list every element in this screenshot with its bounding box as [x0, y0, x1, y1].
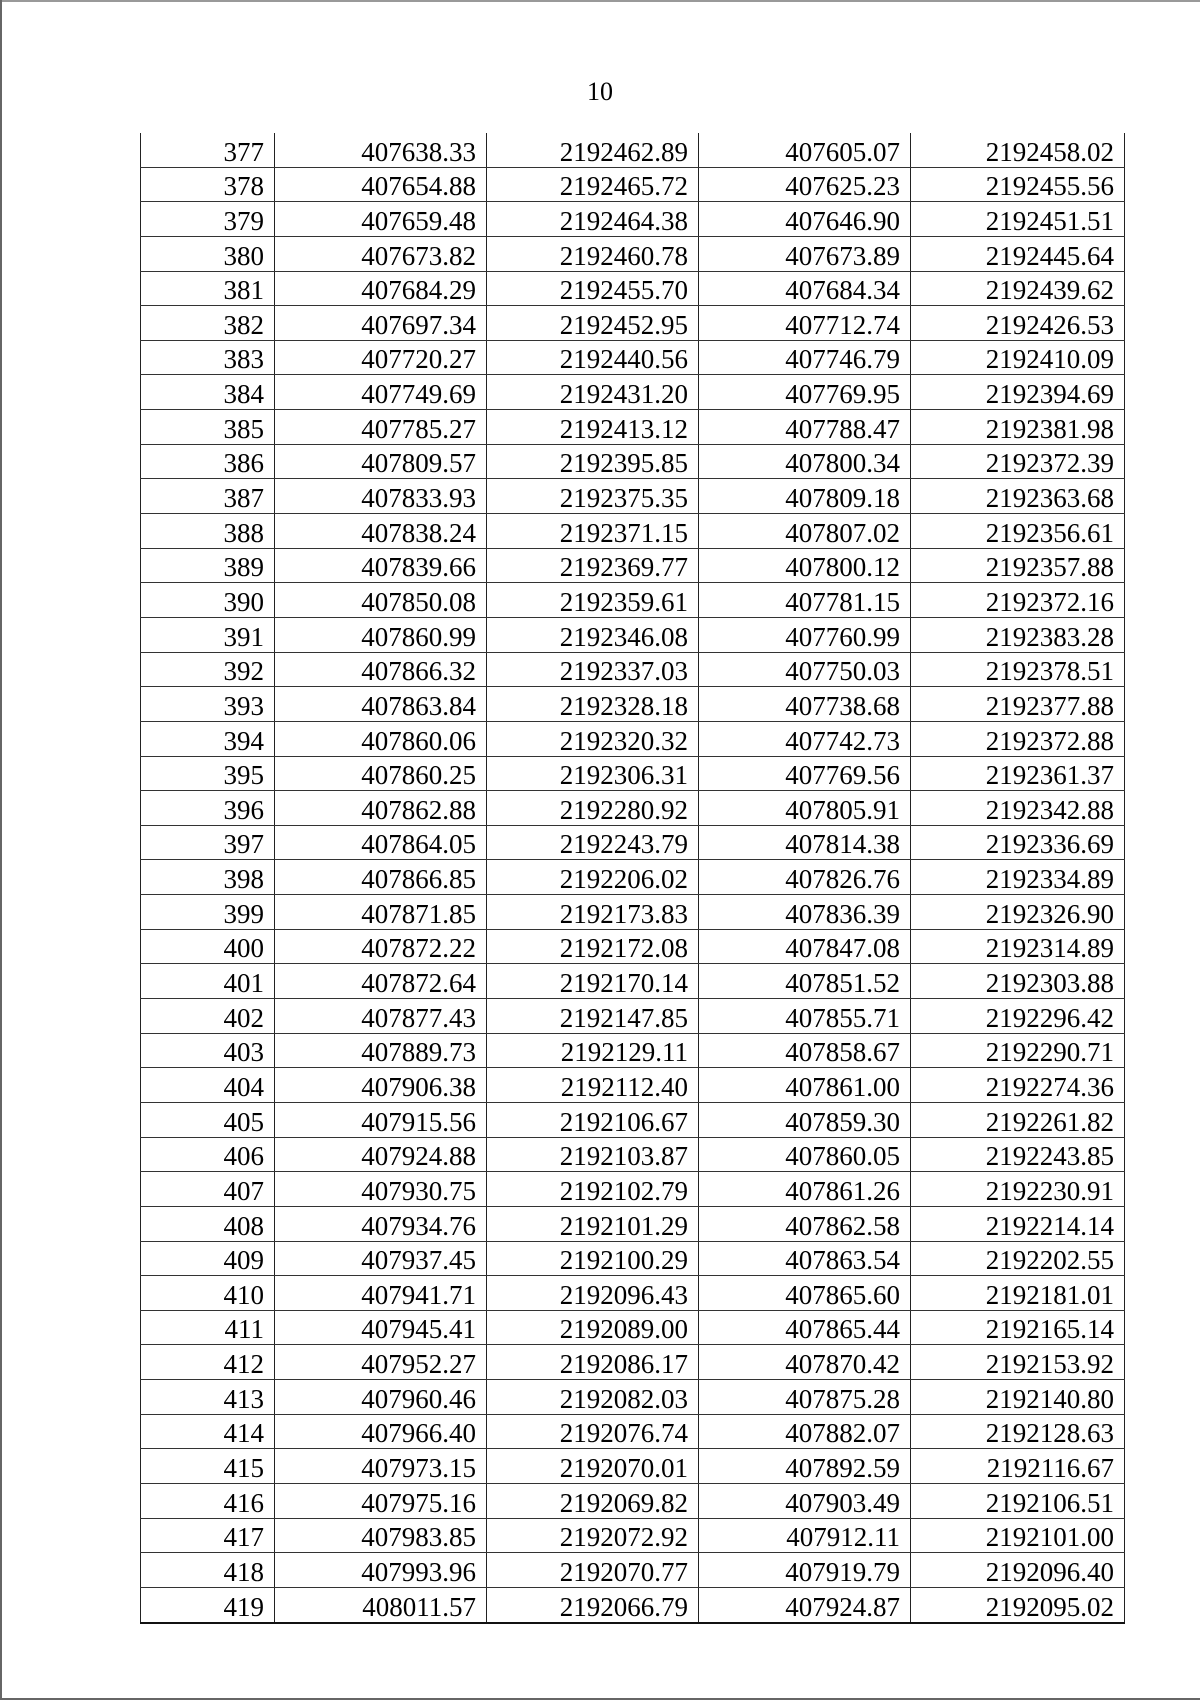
x2-cell: 407863.54 [699, 1241, 911, 1276]
x1-cell: 407934.76 [275, 1206, 487, 1241]
point-number-cell: 404 [141, 1068, 275, 1103]
x2-cell: 407865.60 [699, 1276, 911, 1311]
x1-cell: 407860.25 [275, 756, 487, 791]
y2-cell: 2192378.51 [911, 652, 1125, 687]
x2-cell: 407746.79 [699, 340, 911, 375]
x1-cell: 407860.99 [275, 617, 487, 652]
x2-cell: 407800.34 [699, 444, 911, 479]
y1-cell: 2192413.12 [487, 410, 699, 445]
table-row [141, 133, 1125, 167]
table-row [141, 1033, 1125, 1068]
point-number-cell: 403 [141, 1033, 275, 1068]
y2-cell: 2192096.40 [911, 1553, 1125, 1588]
x1-cell: 407785.27 [275, 410, 487, 445]
y1-cell: 2192069.82 [487, 1483, 699, 1518]
x2-cell: 407625.23 [699, 167, 911, 202]
y2-cell: 2192140.80 [911, 1380, 1125, 1415]
table-row [141, 1414, 1125, 1449]
table-row [141, 999, 1125, 1034]
table-row [141, 895, 1125, 930]
x2-cell: 407769.56 [699, 756, 911, 791]
x2-cell: 407919.79 [699, 1553, 911, 1588]
y2-cell: 2192128.63 [911, 1414, 1125, 1449]
point-number-cell: 395 [141, 756, 275, 791]
x1-cell: 407906.38 [275, 1068, 487, 1103]
y1-cell: 2192337.03 [487, 652, 699, 687]
point-number-cell: 380 [141, 236, 275, 271]
table-row [141, 687, 1125, 722]
y1-cell: 2192100.29 [487, 1241, 699, 1276]
x1-cell: 407993.96 [275, 1553, 487, 1588]
y2-cell: 2192181.01 [911, 1276, 1125, 1311]
y2-cell: 2192361.37 [911, 756, 1125, 791]
x1-cell: 407862.88 [275, 791, 487, 826]
y1-cell: 2192112.40 [487, 1068, 699, 1103]
y1-cell: 2192320.32 [487, 721, 699, 756]
point-number-cell: 413 [141, 1380, 275, 1415]
y1-cell: 2192129.11 [487, 1033, 699, 1068]
table-row [141, 652, 1125, 687]
table-row [141, 340, 1125, 375]
x1-cell: 407809.57 [275, 444, 487, 479]
y2-cell: 2192363.68 [911, 479, 1125, 514]
page-number: 10 [587, 77, 613, 106]
y2-cell: 2192243.85 [911, 1137, 1125, 1172]
table-row [141, 756, 1125, 791]
x1-cell: 407941.71 [275, 1276, 487, 1311]
point-number-cell: 407 [141, 1172, 275, 1207]
point-number-cell: 402 [141, 999, 275, 1034]
y2-cell: 2192372.88 [911, 721, 1125, 756]
x1-cell: 407659.48 [275, 202, 487, 237]
y1-cell: 2192096.43 [487, 1276, 699, 1311]
point-number-cell: 391 [141, 617, 275, 652]
x2-cell: 407809.18 [699, 479, 911, 514]
table-row [141, 1276, 1125, 1311]
y1-cell: 2192306.31 [487, 756, 699, 791]
x2-cell: 407859.30 [699, 1102, 911, 1137]
x1-cell: 407838.24 [275, 514, 487, 549]
point-number-cell: 398 [141, 860, 275, 895]
point-number-cell: 406 [141, 1137, 275, 1172]
y1-cell: 2192170.14 [487, 964, 699, 999]
point-number-cell: 418 [141, 1553, 275, 1588]
y1-cell: 2192106.67 [487, 1102, 699, 1137]
y1-cell: 2192102.79 [487, 1172, 699, 1207]
y2-cell: 2192455.56 [911, 167, 1125, 202]
x1-cell: 407860.06 [275, 721, 487, 756]
table-row [141, 825, 1125, 860]
table-row [141, 791, 1125, 826]
x1-cell: 407866.32 [275, 652, 487, 687]
point-number-cell: 383 [141, 340, 275, 375]
point-number-cell: 417 [141, 1518, 275, 1553]
point-number-cell: 378 [141, 167, 275, 202]
table-row [141, 167, 1125, 202]
x1-cell: 407850.08 [275, 583, 487, 618]
point-number-cell: 389 [141, 548, 275, 583]
y2-cell: 2192426.53 [911, 306, 1125, 341]
x2-cell: 407673.89 [699, 236, 911, 271]
x2-cell: 407646.90 [699, 202, 911, 237]
table-row [141, 1206, 1125, 1241]
x1-cell: 407864.05 [275, 825, 487, 860]
y1-cell: 2192103.87 [487, 1137, 699, 1172]
x2-cell: 407860.05 [699, 1137, 911, 1172]
x1-cell: 407749.69 [275, 375, 487, 410]
x1-cell: 407966.40 [275, 1414, 487, 1449]
y1-cell: 2192076.74 [487, 1414, 699, 1449]
point-number-cell: 409 [141, 1241, 275, 1276]
x1-cell: 407889.73 [275, 1033, 487, 1068]
x1-cell: 407839.66 [275, 548, 487, 583]
y2-cell: 2192202.55 [911, 1241, 1125, 1276]
table-row [141, 929, 1125, 964]
x2-cell: 407862.58 [699, 1206, 911, 1241]
y1-cell: 2192369.77 [487, 548, 699, 583]
point-number-cell: 399 [141, 895, 275, 930]
table-row [141, 479, 1125, 514]
y1-cell: 2192089.00 [487, 1310, 699, 1345]
y1-cell: 2192452.95 [487, 306, 699, 341]
point-number-cell: 397 [141, 825, 275, 860]
y1-cell: 2192101.29 [487, 1206, 699, 1241]
x2-cell: 407788.47 [699, 410, 911, 445]
table-row [141, 1518, 1125, 1553]
table-row [141, 271, 1125, 306]
table-row [141, 236, 1125, 271]
x1-cell: 407872.22 [275, 929, 487, 964]
y2-cell: 2192261.82 [911, 1102, 1125, 1137]
x1-cell: 407872.64 [275, 964, 487, 999]
x2-cell: 407742.73 [699, 721, 911, 756]
table-row [141, 583, 1125, 618]
y2-cell: 2192381.98 [911, 410, 1125, 445]
y2-cell: 2192274.36 [911, 1068, 1125, 1103]
y1-cell: 2192173.83 [487, 895, 699, 930]
x2-cell: 407855.71 [699, 999, 911, 1034]
x1-cell: 407654.88 [275, 167, 487, 202]
point-number-cell: 416 [141, 1483, 275, 1518]
x2-cell: 407750.03 [699, 652, 911, 687]
x2-cell: 407769.95 [699, 375, 911, 410]
point-number-cell: 385 [141, 410, 275, 445]
x1-cell: 407915.56 [275, 1102, 487, 1137]
y1-cell: 2192172.08 [487, 929, 699, 964]
x2-cell: 407760.99 [699, 617, 911, 652]
x2-cell: 407712.74 [699, 306, 911, 341]
y1-cell: 2192206.02 [487, 860, 699, 895]
y1-cell: 2192359.61 [487, 583, 699, 618]
point-number-cell: 414 [141, 1414, 275, 1449]
y1-cell: 2192280.92 [487, 791, 699, 826]
y2-cell: 2192410.09 [911, 340, 1125, 375]
page-edge-top [0, 0, 1200, 2]
table-row [141, 444, 1125, 479]
x1-cell: 407952.27 [275, 1345, 487, 1380]
x1-cell: 407684.29 [275, 271, 487, 306]
x1-cell: 407638.33 [275, 133, 487, 167]
x2-cell: 407875.28 [699, 1380, 911, 1415]
x1-cell: 407720.27 [275, 340, 487, 375]
x2-cell: 407903.49 [699, 1483, 911, 1518]
point-number-cell: 400 [141, 929, 275, 964]
x2-cell: 407807.02 [699, 514, 911, 549]
x1-cell: 407871.85 [275, 895, 487, 930]
y2-cell: 2192303.88 [911, 964, 1125, 999]
y2-cell: 2192165.14 [911, 1310, 1125, 1345]
x1-cell: 407937.45 [275, 1241, 487, 1276]
table-row [141, 514, 1125, 549]
x2-cell: 407882.07 [699, 1414, 911, 1449]
point-number-cell: 377 [141, 133, 275, 167]
table-row [141, 1449, 1125, 1484]
x1-cell: 407975.16 [275, 1483, 487, 1518]
y1-cell: 2192072.92 [487, 1518, 699, 1553]
y1-cell: 2192346.08 [487, 617, 699, 652]
x1-cell: 407863.84 [275, 687, 487, 722]
y2-cell: 2192230.91 [911, 1172, 1125, 1207]
y1-cell: 2192465.72 [487, 167, 699, 202]
y2-cell: 2192290.71 [911, 1033, 1125, 1068]
y2-cell: 2192336.69 [911, 825, 1125, 860]
table-row [141, 1483, 1125, 1518]
table-row [141, 1553, 1125, 1588]
point-number-cell: 401 [141, 964, 275, 999]
y1-cell: 2192460.78 [487, 236, 699, 271]
y2-cell: 2192296.42 [911, 999, 1125, 1034]
x2-cell: 407865.44 [699, 1310, 911, 1345]
x2-cell: 407851.52 [699, 964, 911, 999]
y2-cell: 2192458.02 [911, 133, 1125, 167]
point-number-cell: 387 [141, 479, 275, 514]
y1-cell: 2192243.79 [487, 825, 699, 860]
x2-cell: 407781.15 [699, 583, 911, 618]
x1-cell: 407945.41 [275, 1310, 487, 1345]
x1-cell: 408011.57 [275, 1587, 487, 1622]
x1-cell: 407697.34 [275, 306, 487, 341]
table-row [141, 1241, 1125, 1276]
table-row [141, 860, 1125, 895]
x2-cell: 407870.42 [699, 1345, 911, 1380]
y1-cell: 2192147.85 [487, 999, 699, 1034]
y2-cell: 2192394.69 [911, 375, 1125, 410]
point-number-cell: 386 [141, 444, 275, 479]
x1-cell: 407673.82 [275, 236, 487, 271]
y2-cell: 2192214.14 [911, 1206, 1125, 1241]
table-row [141, 1102, 1125, 1137]
x2-cell: 407892.59 [699, 1449, 911, 1484]
table-row [141, 306, 1125, 341]
point-number-cell: 410 [141, 1276, 275, 1311]
point-number-cell: 392 [141, 652, 275, 687]
x1-cell: 407960.46 [275, 1380, 487, 1415]
x1-cell: 407983.85 [275, 1518, 487, 1553]
table-row [141, 548, 1125, 583]
table-row [141, 1345, 1125, 1380]
table-row [141, 1587, 1125, 1622]
x2-cell: 407861.26 [699, 1172, 911, 1207]
y2-cell: 2192153.92 [911, 1345, 1125, 1380]
point-number-cell: 382 [141, 306, 275, 341]
point-number-cell: 419 [141, 1587, 275, 1622]
y2-cell: 2192106.51 [911, 1483, 1125, 1518]
point-number-cell: 411 [141, 1310, 275, 1345]
x1-cell: 407973.15 [275, 1449, 487, 1484]
y2-cell: 2192116.67 [911, 1449, 1125, 1484]
table-row [141, 1172, 1125, 1207]
y1-cell: 2192375.35 [487, 479, 699, 514]
point-number-cell: 388 [141, 514, 275, 549]
y1-cell: 2192440.56 [487, 340, 699, 375]
point-number-cell: 405 [141, 1102, 275, 1137]
y1-cell: 2192464.38 [487, 202, 699, 237]
y2-cell: 2192095.02 [911, 1587, 1125, 1622]
y1-cell: 2192066.79 [487, 1587, 699, 1622]
page-edge-left [0, 0, 2, 1700]
table-row [141, 1310, 1125, 1345]
coordinates-table [140, 133, 1125, 1624]
y1-cell: 2192328.18 [487, 687, 699, 722]
y2-cell: 2192314.89 [911, 929, 1125, 964]
x2-cell: 407836.39 [699, 895, 911, 930]
point-number-cell: 415 [141, 1449, 275, 1484]
y1-cell: 2192455.70 [487, 271, 699, 306]
y1-cell: 2192371.15 [487, 514, 699, 549]
y2-cell: 2192342.88 [911, 791, 1125, 826]
point-number-cell: 390 [141, 583, 275, 618]
x1-cell: 407930.75 [275, 1172, 487, 1207]
x2-cell: 407738.68 [699, 687, 911, 722]
y2-cell: 2192101.00 [911, 1518, 1125, 1553]
y2-cell: 2192383.28 [911, 617, 1125, 652]
y2-cell: 2192372.16 [911, 583, 1125, 618]
x2-cell: 407605.07 [699, 133, 911, 167]
x1-cell: 407866.85 [275, 860, 487, 895]
x1-cell: 407924.88 [275, 1137, 487, 1172]
coordinates-table-body [141, 133, 1125, 1623]
y2-cell: 2192357.88 [911, 548, 1125, 583]
table-row [141, 964, 1125, 999]
table-row [141, 375, 1125, 410]
y2-cell: 2192377.88 [911, 687, 1125, 722]
point-number-cell: 381 [141, 271, 275, 306]
y1-cell: 2192462.89 [487, 133, 699, 167]
point-number-cell: 379 [141, 202, 275, 237]
x2-cell: 407847.08 [699, 929, 911, 964]
table-row [141, 721, 1125, 756]
x2-cell: 407800.12 [699, 548, 911, 583]
y1-cell: 2192086.17 [487, 1345, 699, 1380]
x2-cell: 407814.38 [699, 825, 911, 860]
x2-cell: 407826.76 [699, 860, 911, 895]
point-number-cell: 393 [141, 687, 275, 722]
y1-cell: 2192070.01 [487, 1449, 699, 1484]
x2-cell: 407924.87 [699, 1587, 911, 1622]
table-row [141, 410, 1125, 445]
x2-cell: 407684.34 [699, 271, 911, 306]
y1-cell: 2192395.85 [487, 444, 699, 479]
x2-cell: 407858.67 [699, 1033, 911, 1068]
y2-cell: 2192334.89 [911, 860, 1125, 895]
x2-cell: 407805.91 [699, 791, 911, 826]
point-number-cell: 396 [141, 791, 275, 826]
y2-cell: 2192445.64 [911, 236, 1125, 271]
point-number-cell: 394 [141, 721, 275, 756]
table-row [141, 202, 1125, 237]
point-number-cell: 384 [141, 375, 275, 410]
y1-cell: 2192431.20 [487, 375, 699, 410]
y2-cell: 2192439.62 [911, 271, 1125, 306]
y1-cell: 2192082.03 [487, 1380, 699, 1415]
table-row [141, 1380, 1125, 1415]
y2-cell: 2192451.51 [911, 202, 1125, 237]
y2-cell: 2192372.39 [911, 444, 1125, 479]
point-number-cell: 412 [141, 1345, 275, 1380]
table-row [141, 1137, 1125, 1172]
y2-cell: 2192326.90 [911, 895, 1125, 930]
table-row [141, 617, 1125, 652]
x2-cell: 407861.00 [699, 1068, 911, 1103]
x1-cell: 407877.43 [275, 999, 487, 1034]
point-number-cell: 408 [141, 1206, 275, 1241]
y1-cell: 2192070.77 [487, 1553, 699, 1588]
x1-cell: 407833.93 [275, 479, 487, 514]
x2-cell: 407912.11 [699, 1518, 911, 1553]
table-row [141, 1068, 1125, 1103]
y2-cell: 2192356.61 [911, 514, 1125, 549]
